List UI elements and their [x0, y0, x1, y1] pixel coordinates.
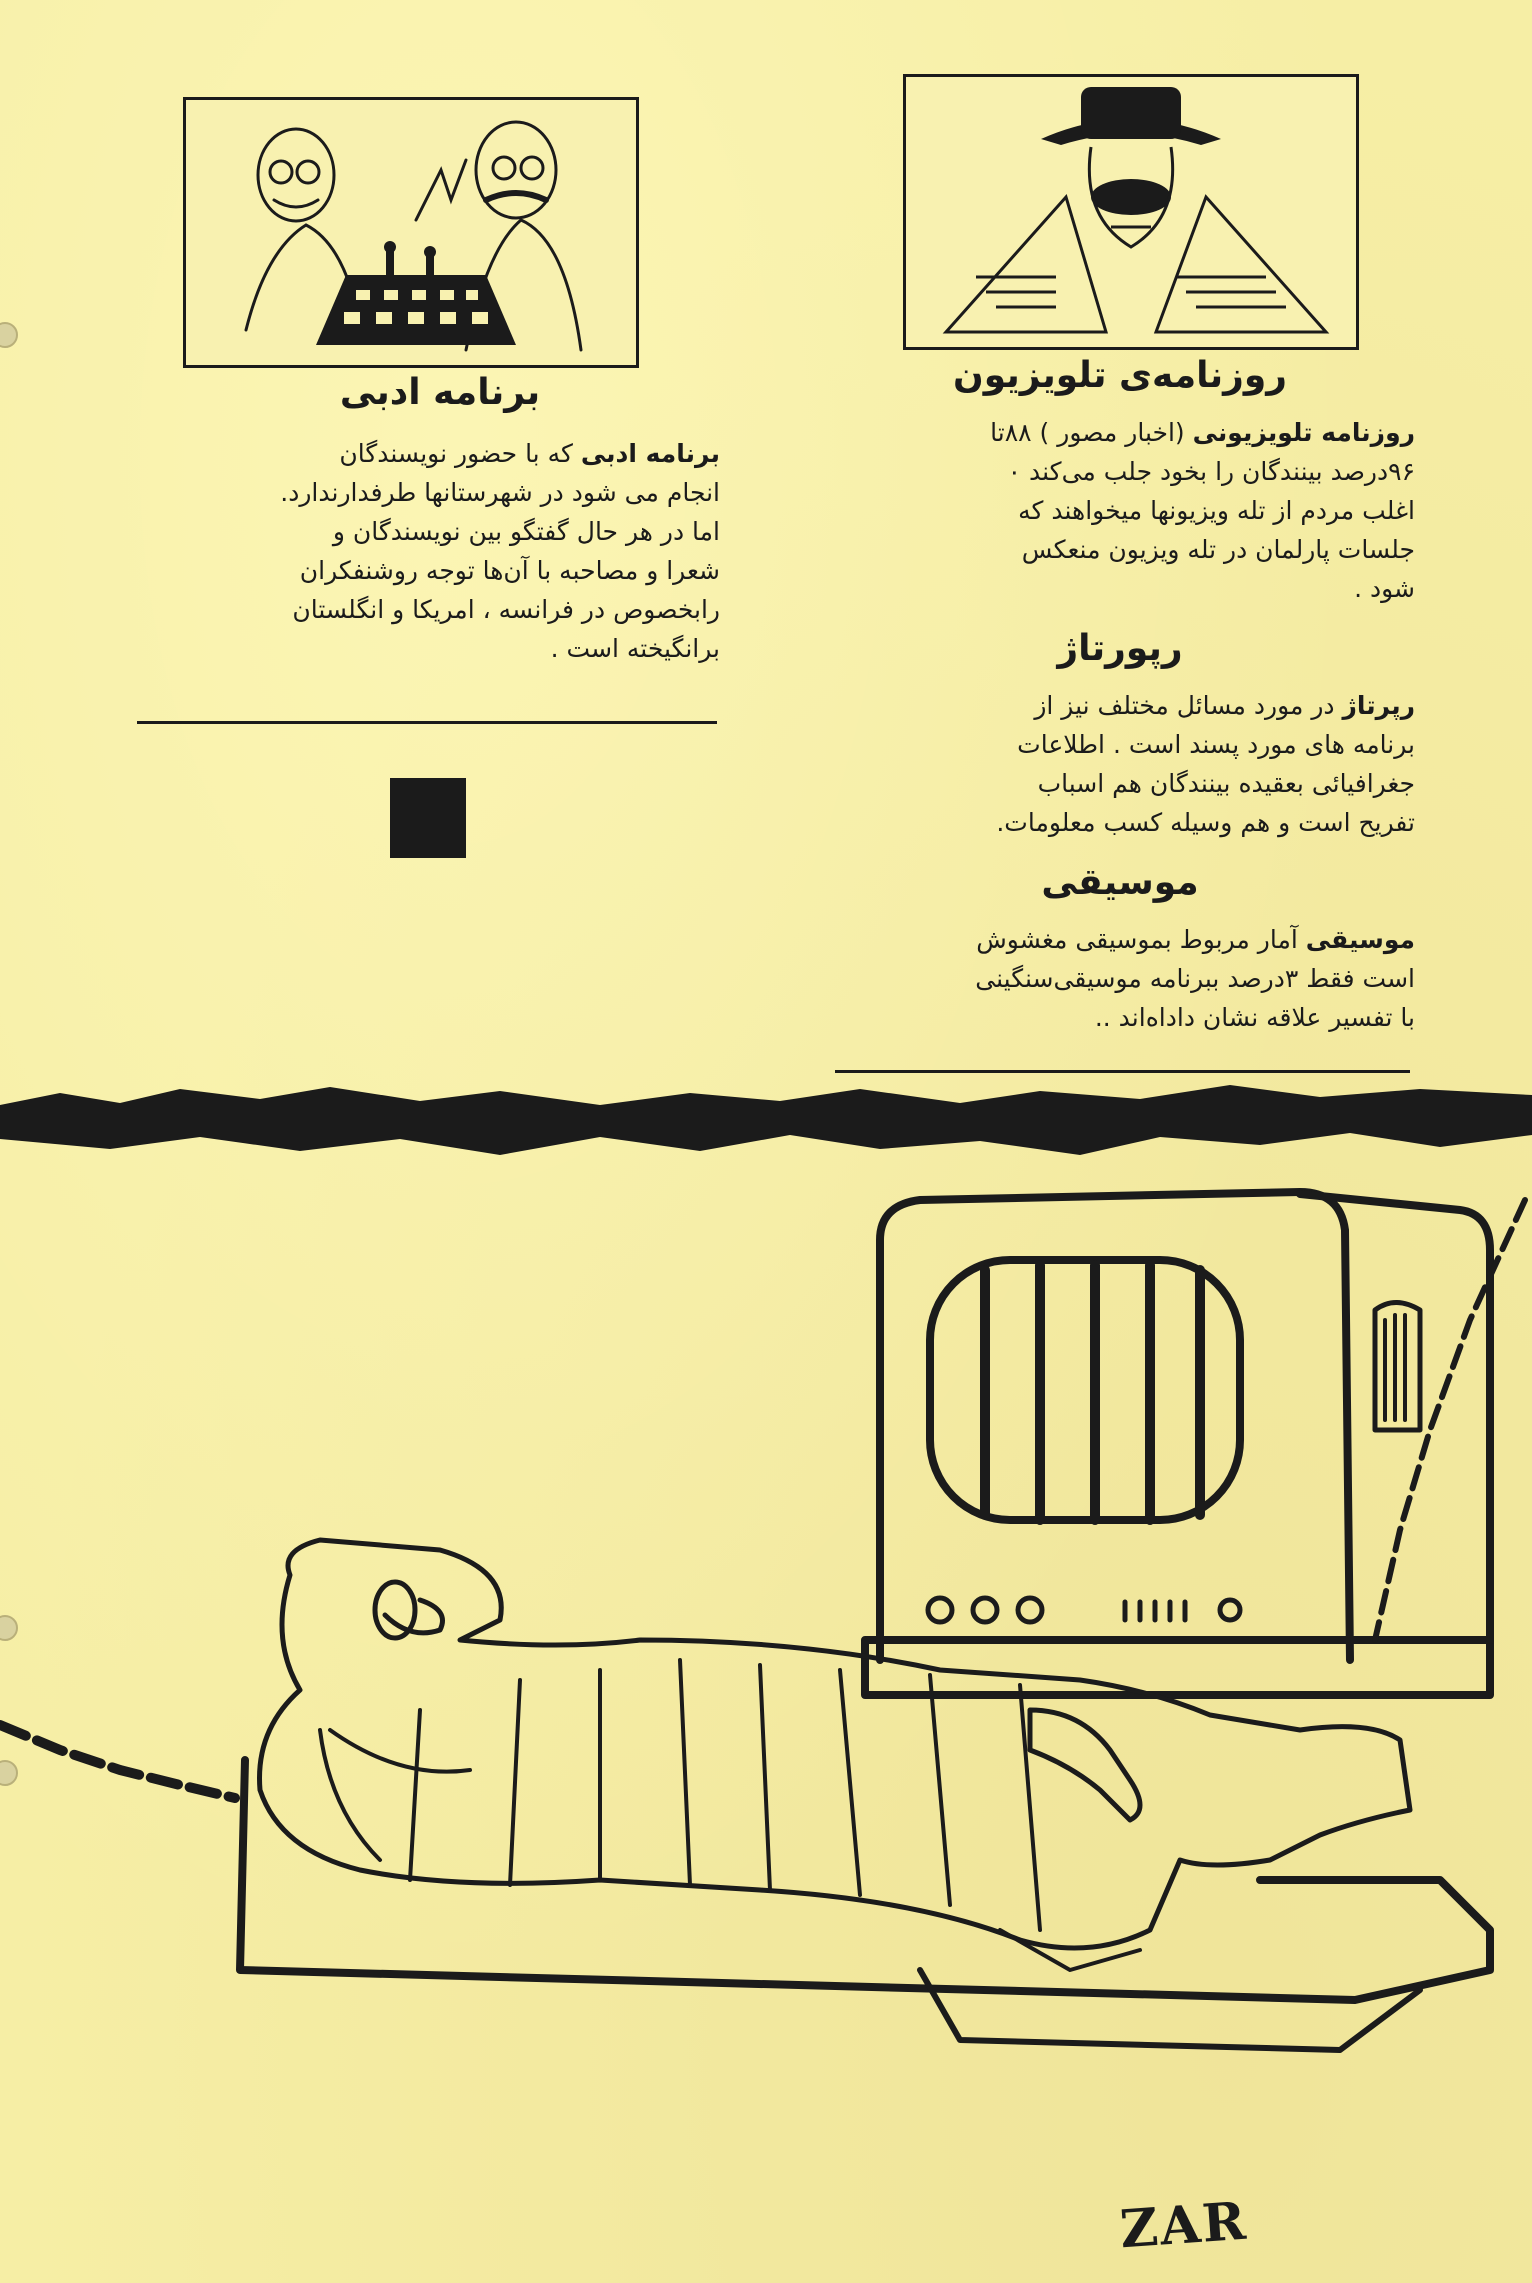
reportage-title: رپورتاژ	[1057, 628, 1183, 669]
body-line: انجام می شود در شهرستانها طرفدارندارد.	[280, 478, 720, 507]
body-line: اما در هر حال گفتگو بین نویسندگان و	[332, 517, 720, 546]
music-article	[825, 920, 1415, 1037]
tv-news-lead: روزنامه تلویزیونی	[1192, 418, 1415, 447]
left-article-title: برنامه ادبی	[339, 372, 541, 413]
body-line: تفریح است و هم وسیله کسب معلومات.	[996, 808, 1415, 837]
reportage-article	[825, 686, 1415, 842]
body-line: جلسات پارلمان در تله ویزیون منعکس	[1021, 535, 1415, 564]
reportage-body	[825, 686, 1415, 842]
end-of-article-square	[390, 778, 466, 858]
body-line: شود .	[1354, 574, 1415, 603]
body-line: جغرافیائی بعقیده بینندگان هم اسباب	[1037, 769, 1415, 798]
music-body	[825, 920, 1415, 1037]
body-line: برانگیخته است .	[550, 634, 720, 663]
divider-line	[835, 1070, 1410, 1073]
body-line: است فقط ۳درصد ببرنامه موسیقی‌سنگینی	[975, 964, 1415, 993]
body-line: رابخصوص در فرانسه ، امریکا و انگلستان	[292, 595, 720, 624]
newspaper-reader-illustration-frame	[903, 74, 1359, 350]
left-article-body	[125, 434, 720, 668]
reportage-lead: رپرتاژ	[1342, 691, 1415, 720]
music-lead: موسیقی	[1305, 925, 1415, 954]
tv-news-title: روزنامه‌ی تلویزیون	[952, 355, 1288, 396]
body-line: برنامه های مورد پسند است . اطلاعات	[1017, 730, 1415, 759]
chess-players-illustration	[186, 100, 636, 365]
body-line: شعرا و مصاحبه با آن‌ها توجه روشنفکران	[299, 556, 720, 585]
body-line: که با حضور نویسندگان	[339, 439, 573, 468]
newspaper-reader-illustration	[906, 77, 1356, 347]
tv-news-body	[825, 413, 1415, 608]
left-article-lead: برنامه ادبی	[580, 439, 720, 468]
artist-signature: ZAR	[1118, 2190, 1250, 2261]
chess-illustration-frame	[183, 97, 639, 368]
body-line: آمار مربوط بموسیقی مغشوش	[976, 925, 1298, 954]
body-line: در مورد مسائل مختلف نیز از	[1034, 691, 1335, 720]
divider-line	[137, 721, 717, 724]
left-article	[125, 434, 720, 668]
body-line: (اخبار مصور ) ۸۸تا	[990, 418, 1185, 447]
music-title: موسیقی	[1041, 862, 1199, 903]
body-line: با تفسیر علاقه نشان داداه‌اند ..	[1094, 1003, 1415, 1032]
body-line: اغلب مردم از تله ویزیونها میخواهند که	[1018, 496, 1415, 525]
torn-ink-band	[0, 1075, 1532, 1170]
tv-news-article	[825, 413, 1415, 608]
body-line: ۹۶درصد بینندگان را بخود جلب می‌کند ۰	[1007, 457, 1415, 486]
mummy-and-caged-tv-cartoon	[0, 1170, 1532, 2283]
